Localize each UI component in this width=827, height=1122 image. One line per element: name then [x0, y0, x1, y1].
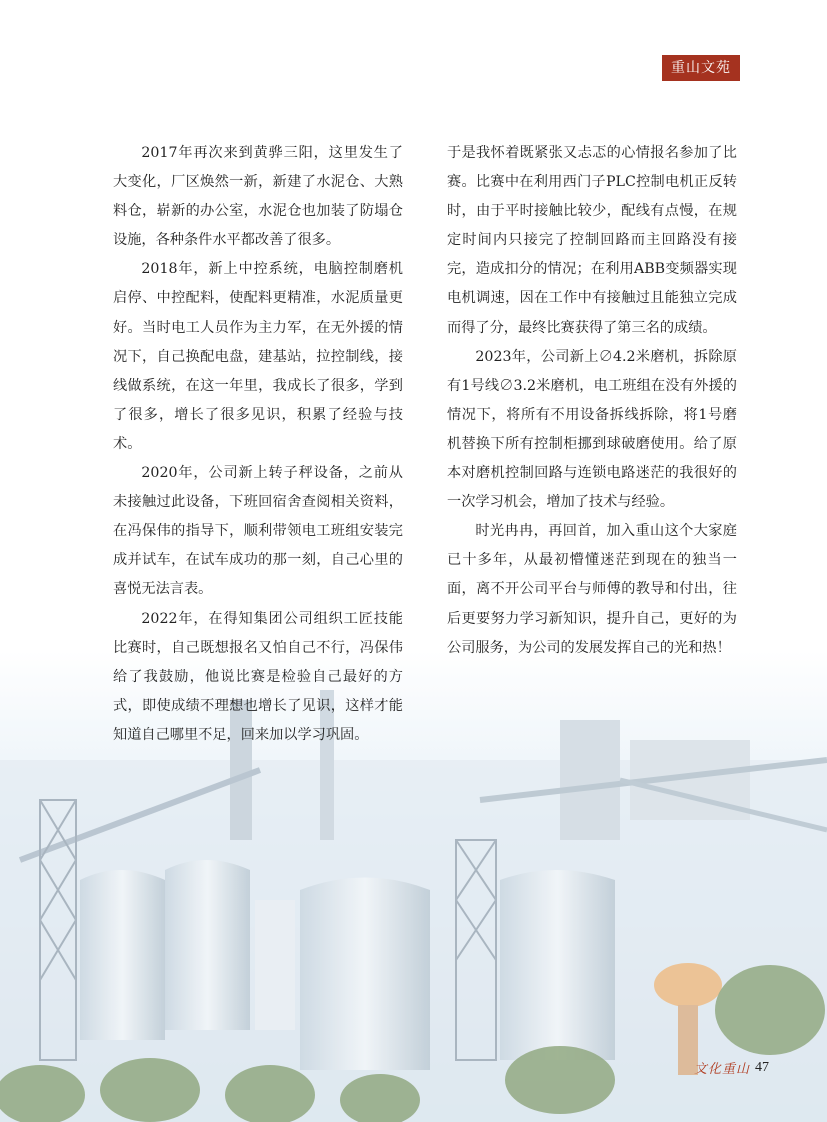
paragraph-competition-continued: 于是我怀着既紧张又忐忑的心情报名参加了比赛。比赛中在利用西门子PLC控制电机正反转时，由于平时接触比较少，配线有点慢，在规定时间内只接完了控制回路而主回路没有接完，造成扣分的情况；在利用ABB变频器实现电机调速，因在工作中有接触过且能独立完成而得了分，最终比赛获得了第三名的成绩。: [447, 145, 737, 336]
footer-logo: 文化重山: [694, 1062, 751, 1077]
section-tag: 重山文苑: [662, 55, 740, 81]
paragraph-2022: 2022年，在得知集团公司组织工匠技能比赛时，自己既想报名又怕自己不行，冯保伟给了我鼓励，他说比赛是检验自己最好的方式，即使成绩不理想也增长了见识，这样才能知道自己哪里不足，回来加以学习巩固。: [113, 610, 403, 743]
paragraph-closing: 时光冉冉，再回首，加入重山这个大家庭已十多年，从最初懵懂迷茫到现在的独当一面，离不开公司平台与师傅的教导和付出，往后更要努力学习新知识，提升自己，更好的为公司服务，为公司的发展发挥自己的光和热！: [447, 523, 737, 656]
article-column-left: [113, 139, 403, 750]
paragraph-2020: 2020年，公司新上转子秤设备，之前从未接触过此设备，下班回宿舍查阅相关资料，在冯保伟的指导下，顺利带领电工班组安装完成并试车，在试车成功的那一刻，自己心里的喜悦无法言表。: [113, 465, 403, 598]
article-column-right: [447, 139, 737, 663]
paragraph-2018: 2018年，新上中控系统，电脑控制磨机启停、中控配料，使配料更精准，水泥质量更好。当时电工人员作为主力军，在无外援的情况下，自己换配电盘，建基站，拉控制线，接线做系统，在这一年里，我成长了很多，学到了很多，增长了很多见识，积累了经验与技术。: [113, 261, 403, 452]
page-number: 47: [755, 1060, 769, 1075]
paragraph-2023: 2023年，公司新上∅4.2米磨机，拆除原有1号线∅3.2米磨机，电工班组在没有外援的情况下，将所有不用设备拆线拆除，将1号磨机替换下所有控制柜挪到球破磨使用。给了原本对磨机控制回路与连锁电路迷茫的我很好的一次学习机会，增加了技术与经验。: [447, 348, 737, 511]
paragraph-2017: 2017年再次来到黄骅三阳，这里发生了大变化，厂区焕然一新，新建了水泥仓、大熟料仓，崭新的办公室，水泥仓也加装了防塌仓设施，各种条件水平都改善了很多。: [113, 145, 403, 249]
